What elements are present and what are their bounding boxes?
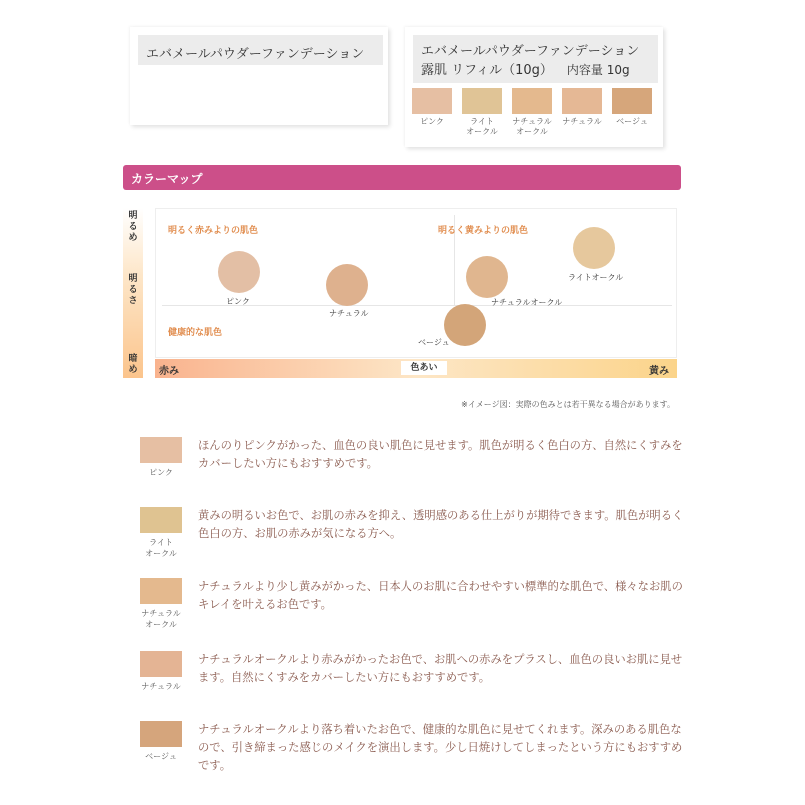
- swatch-chip: [562, 88, 602, 114]
- swatch-chip: [612, 88, 652, 114]
- product-name: エバメールパウダーファンデーション: [421, 44, 640, 59]
- swatch-label: ナチュラル オークル: [512, 117, 552, 136]
- shade-swatch: [612, 88, 652, 137]
- hue-axis: [155, 359, 677, 378]
- swatch-chip: [140, 507, 182, 533]
- shade-swatch-row: [412, 88, 652, 137]
- swatch-label: ライト オークル: [466, 117, 498, 136]
- axis-label-red: 赤み: [159, 366, 179, 377]
- shade-name: ベージュ: [145, 752, 177, 761]
- point-label: ナチュラルオークル: [491, 298, 563, 307]
- shade-text: 黄みの明るいお色で、お肌の赤みを抑え、透明感のある仕上がりが期待できます。肌色が明るく色白の方、お肌の赤みが気になる方へ。: [198, 509, 684, 540]
- swatch-chip: [140, 437, 182, 463]
- point-label: ベージュ: [418, 338, 450, 347]
- swatch-label: ナチュラル: [562, 117, 602, 126]
- axis-label-brightness: 明るさ: [128, 274, 138, 306]
- product-card-left: [130, 27, 388, 125]
- shade-point-beige: [444, 304, 486, 346]
- swatch-chip: [140, 721, 182, 747]
- swatch-label: ピンク: [420, 117, 444, 126]
- swatch-chip: [512, 88, 552, 114]
- point-label: ライトオークル: [568, 273, 624, 282]
- shade-swatch: [562, 88, 602, 137]
- point-label: ピンク: [226, 297, 250, 306]
- swatch-chip: [412, 88, 452, 114]
- shade-swatch: [412, 88, 452, 137]
- colormap: [123, 208, 679, 378]
- shade-point-pink: [218, 251, 260, 293]
- colormap-plot: [155, 208, 677, 358]
- shade-name: ピンク: [149, 468, 173, 477]
- swatch-chip: [462, 88, 502, 114]
- shade-swatch: [462, 88, 502, 137]
- volume-label: 内容量 10g: [566, 63, 630, 77]
- group-label-healthy: 健康的な肌色: [168, 328, 223, 338]
- shade-name: ライト オークル: [145, 538, 177, 558]
- shade-name: ナチュラル オークル: [141, 609, 181, 629]
- product-title-refill: [413, 35, 658, 83]
- refill-label: 露肌 リフィル（10g）: [421, 63, 553, 78]
- shade-text: ナチュラルより少し黄みがかった、日本人のお肌に合わせやすい標準的な肌色で、様々なお肌のキレイを叶えるお色です。: [198, 580, 683, 611]
- group-label-red: 明るく赤みよりの肌色: [168, 226, 259, 236]
- axis-label-dark: 暗め: [128, 354, 138, 375]
- product-title: エバメールパウダーファンデーション: [138, 35, 383, 65]
- shade-point-natural-ochre: [466, 256, 508, 298]
- point-label: ナチュラル: [329, 309, 369, 318]
- shade-name: ナチュラル: [141, 682, 181, 691]
- refill-line: [421, 61, 650, 80]
- shade-point-natural: [326, 264, 368, 306]
- shade-swatch: [512, 88, 552, 137]
- axis-label-yellow: 黄み: [649, 366, 669, 377]
- image-note: ※イメージ図：実際の色みとは若干異なる場合があります。: [461, 400, 675, 409]
- shade-point-light-ochre: [573, 227, 615, 269]
- axis-label-hue: 色あい: [401, 361, 447, 375]
- brightness-axis: [123, 208, 143, 378]
- shade-text: ほんのりピンクがかった、血色の良い肌色に見せます。肌色が明るく色白の方、自然にくすみをカバーしたい方にもおすすめです。: [198, 439, 683, 470]
- shade-text: ナチュラルオークルより落ち着いたお色で、健康的な肌色に見せてくれます。深みのある肌色なので、引き締まった感じのメイクを演出します。少し日焼けしてしまったという方にもおすすめです。: [198, 723, 683, 772]
- swatch-chip: [140, 578, 182, 604]
- axis-label-bright: 明るめ: [128, 211, 138, 243]
- swatch-chip: [140, 651, 182, 677]
- shade-text: ナチュラルオークルより赤みがかったお色で、お肌への赤みをプラスし、血色の良いお肌に見せます。自然にくすみをカバーしたい方にもおすすめです。: [198, 653, 683, 684]
- swatch-label: ベージュ: [616, 117, 648, 126]
- colormap-header: カラーマップ: [123, 165, 681, 190]
- group-label-yellow: 明るく黄みよりの肌色: [438, 226, 529, 236]
